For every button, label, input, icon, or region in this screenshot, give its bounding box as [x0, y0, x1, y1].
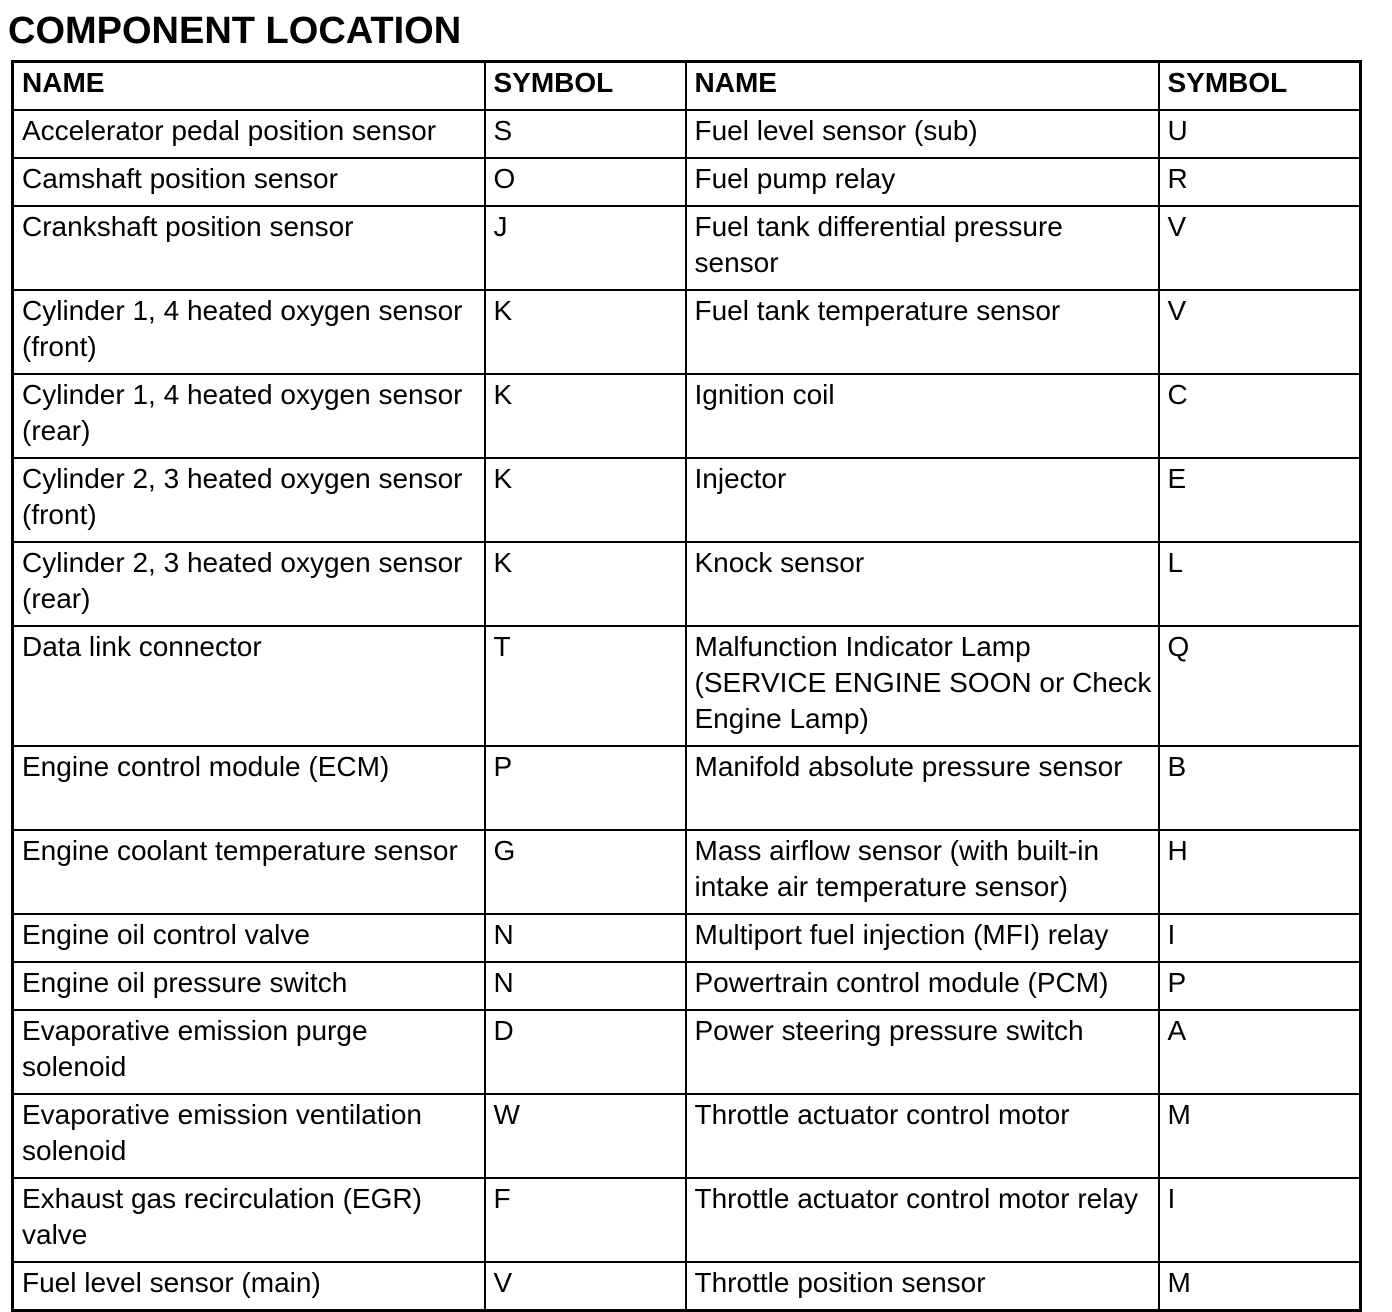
name-left-cell: Camshaft position sensor [13, 158, 485, 206]
table-row [13, 746, 1361, 830]
name-right-cell: Fuel tank temperature sensor [686, 290, 1159, 374]
table-row [13, 830, 1361, 914]
symbol-left-cell: F [485, 1178, 686, 1262]
name-right-cell: Throttle position sensor [686, 1262, 1159, 1311]
symbol-left-cell: N [485, 914, 686, 962]
symbol-right-cell: I [1159, 914, 1361, 962]
symbol-right-cell: V [1159, 290, 1361, 374]
symbol-right-cell: C [1159, 374, 1361, 458]
table-row [13, 110, 1361, 158]
symbol-right-cell: L [1159, 542, 1361, 626]
name-right-cell: Throttle actuator control motor [686, 1094, 1159, 1178]
symbol-left-cell: T [485, 626, 686, 746]
name-right-cell: Fuel level sensor (sub) [686, 110, 1159, 158]
symbol-left-cell: K [485, 374, 686, 458]
symbol-right-cell: R [1159, 158, 1361, 206]
page-title: COMPONENT LOCATION [8, 10, 462, 52]
symbol-right-cell: M [1159, 1262, 1361, 1311]
symbol-left-cell: V [485, 1262, 686, 1311]
name-right-cell: Power steering pressure switch [686, 1010, 1159, 1094]
name-left-cell: Cylinder 1, 4 heated oxygen sensor (rear) [13, 374, 485, 458]
header-name-right: NAME [686, 62, 1159, 111]
symbol-right-cell: B [1159, 746, 1361, 830]
name-right-cell: Knock sensor [686, 542, 1159, 626]
table-header-row [13, 62, 1361, 111]
symbol-left-cell: K [485, 290, 686, 374]
header-symbol-right: SYMBOL [1159, 62, 1361, 111]
name-left-cell: Evaporative emission purge solenoid [13, 1010, 485, 1094]
symbol-left-cell: J [485, 206, 686, 290]
name-right-cell: Throttle actuator control motor relay [686, 1178, 1159, 1262]
name-left-cell: Cylinder 2, 3 heated oxygen sensor (rear) [13, 542, 485, 626]
name-left-cell: Engine oil pressure switch [13, 962, 485, 1010]
name-left-cell: Engine control module (ECM) [13, 746, 485, 830]
symbol-right-cell: E [1159, 458, 1361, 542]
table-row [13, 1010, 1361, 1094]
symbol-right-cell: U [1159, 110, 1361, 158]
symbol-left-cell: S [485, 110, 686, 158]
name-left-cell: Exhaust gas recirculation (EGR) valve [13, 1178, 485, 1262]
table-row [13, 1178, 1361, 1262]
name-left-cell: Evaporative emission ventilation solenoid [13, 1094, 485, 1178]
name-right-cell: Ignition coil [686, 374, 1159, 458]
name-left-cell: Engine coolant temperature sensor [13, 830, 485, 914]
symbol-left-cell: P [485, 746, 686, 830]
symbol-left-cell: D [485, 1010, 686, 1094]
name-left-cell: Engine oil control valve [13, 914, 485, 962]
name-right-cell: Mass airflow sensor (with built-in intake air temperature sensor) [686, 830, 1159, 914]
symbol-left-cell: G [485, 830, 686, 914]
name-left-cell: Accelerator pedal position sensor [13, 110, 485, 158]
table-row [13, 290, 1361, 374]
table-row [13, 626, 1361, 746]
header-symbol-left: SYMBOL [485, 62, 686, 111]
component-location-table [11, 60, 1362, 1312]
symbol-left-cell: O [485, 158, 686, 206]
table-row [13, 1262, 1361, 1311]
symbol-right-cell: M [1159, 1094, 1361, 1178]
name-right-cell: Malfunction Indicator Lamp (SERVICE ENGINE SOON or Check Engine Lamp) [686, 626, 1159, 746]
table-row [13, 542, 1361, 626]
symbol-right-cell: P [1159, 962, 1361, 1010]
name-right-cell: Powertrain control module (PCM) [686, 962, 1159, 1010]
symbol-right-cell: I [1159, 1178, 1361, 1262]
name-left-cell: Crankshaft position sensor [13, 206, 485, 290]
name-left-cell: Fuel level sensor (main) [13, 1262, 485, 1311]
table-row [13, 206, 1361, 290]
name-left-cell: Data link connector [13, 626, 485, 746]
header-name-left: NAME [13, 62, 485, 111]
table-row [13, 374, 1361, 458]
table-row [13, 914, 1361, 962]
table-row [13, 1094, 1361, 1178]
symbol-left-cell: N [485, 962, 686, 1010]
symbol-left-cell: K [485, 542, 686, 626]
symbol-right-cell: Q [1159, 626, 1361, 746]
name-right-cell: Fuel tank differential pressure sensor [686, 206, 1159, 290]
symbol-right-cell: A [1159, 1010, 1361, 1094]
symbol-right-cell: V [1159, 206, 1361, 290]
table-row [13, 458, 1361, 542]
name-left-cell: Cylinder 2, 3 heated oxygen sensor (front) [13, 458, 485, 542]
name-right-cell: Fuel pump relay [686, 158, 1159, 206]
name-right-cell: Manifold absolute pressure sensor [686, 746, 1159, 830]
name-right-cell: Multiport fuel injection (MFI) relay [686, 914, 1159, 962]
table-row [13, 158, 1361, 206]
name-left-cell: Cylinder 1, 4 heated oxygen sensor (front) [13, 290, 485, 374]
symbol-left-cell: W [485, 1094, 686, 1178]
symbol-right-cell: H [1159, 830, 1361, 914]
symbol-left-cell: K [485, 458, 686, 542]
name-right-cell: Injector [686, 458, 1159, 542]
table-row [13, 962, 1361, 1010]
